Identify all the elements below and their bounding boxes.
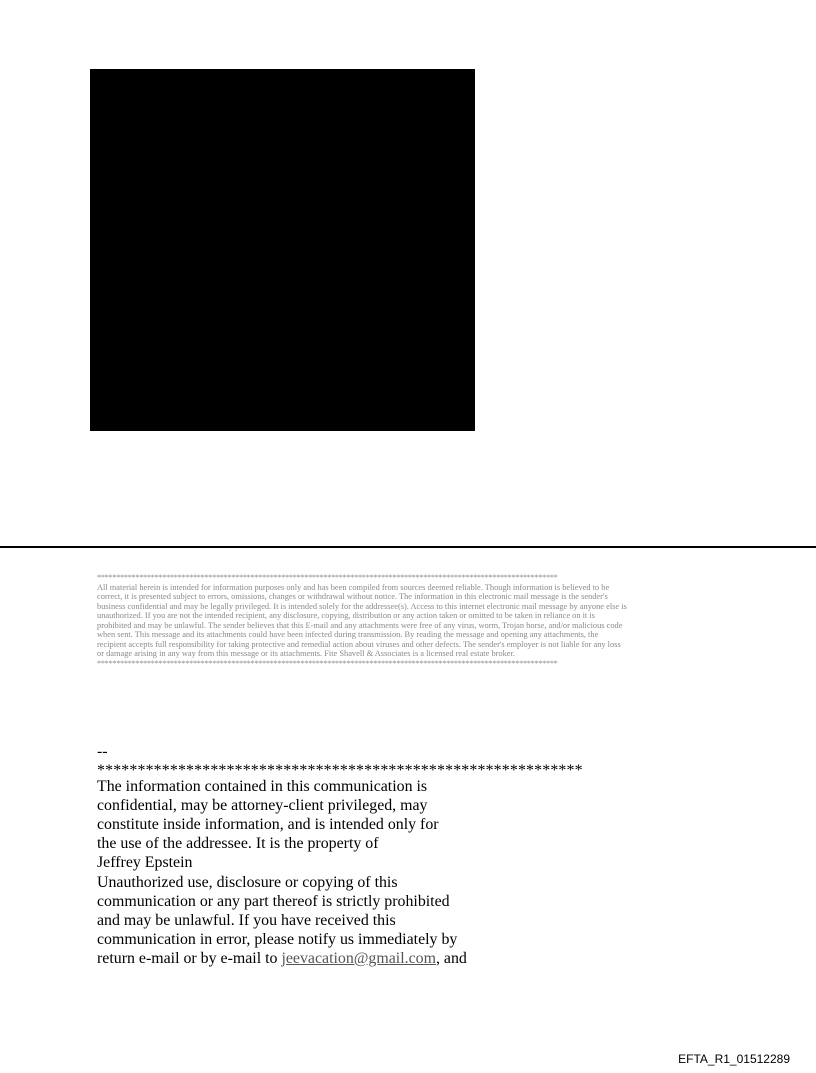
disclaimer-line: or damage arising in any way from this message or its attachments. Fite Shavell & Associates is a licensed real estate broker. [97,649,515,659]
confidentiality-footer [97,742,597,968]
disclaimer-line: prohibited and may be unlawful. The sender believes that this E-mail and any attachments were free of any virus, worm, Trojan horse, and/or malicious code [97,620,623,630]
footer-last-line-prefix: return e-mail or by e-mail to [97,949,282,967]
footer-last-line [97,949,597,968]
email-link[interactable]: jeevacation@gmail.com [281,949,436,967]
disclaimer-line: business confidential and may be legally privileged. It is intended solely for the addressee(s). Access to this internet electronic mail message by anyone else is [97,601,627,611]
footer-line: constitute inside information, and is intended only for [97,816,439,834]
disclaimer-line: All material herein is intended for information purposes only and has been compiled from sources deemed reliable. Though information is believed to be [97,582,610,592]
footer-line: Unauthorized use, disclosure or copying of this [97,873,398,891]
redaction-box [90,69,475,431]
footer-line: confidential, may be attorney-client privileged, may [97,797,428,815]
disclaimer-line: when sent. This message and its attachments could have been infected during transmission. By reading the message and opening any attachments, the [97,630,599,640]
disclaimer-stars-top: ************************************************************************************************************************ [97,573,558,582]
footer-stars: ************************************************************ [97,762,583,780]
footer-last-line-suffix: , and [435,949,467,967]
disclaimer-stars-bottom: ************************************************************************************************************************ [97,658,558,668]
footer-line: and may be unlawful. If you have received this [97,911,396,929]
footer-line: communication or any part thereof is strictly prohibited [97,892,450,910]
disclaimer-line: correct, it is presented subject to errors, omissions, changes or withdrawal without notice. The information in this electronic mail message is the sender's [97,592,608,602]
disclaimer-block [97,573,727,668]
disclaimer-line: unauthorized. If you are not the intended recipient, any disclosure, copying, distribution or any action taken or omitted to be taken in reliance on it is [97,611,595,621]
footer-line: Jeffrey Epstein [97,854,193,872]
footer-line: communication in error, please notify us immediately by [97,930,458,948]
footer-line: The information contained in this communication is [97,778,428,796]
footer-line: the use of the addressee. It is the property of [97,835,379,853]
disclaimer-line: recipient accepts full responsibility for taking protective and remedial action about viruses and other defects. The sender's employer is not liable for any loss [97,639,621,649]
signature-dashes: -- [97,743,108,760]
document-id: EFTA_R1_01512289 [678,1052,790,1066]
separator-line [0,546,816,548]
